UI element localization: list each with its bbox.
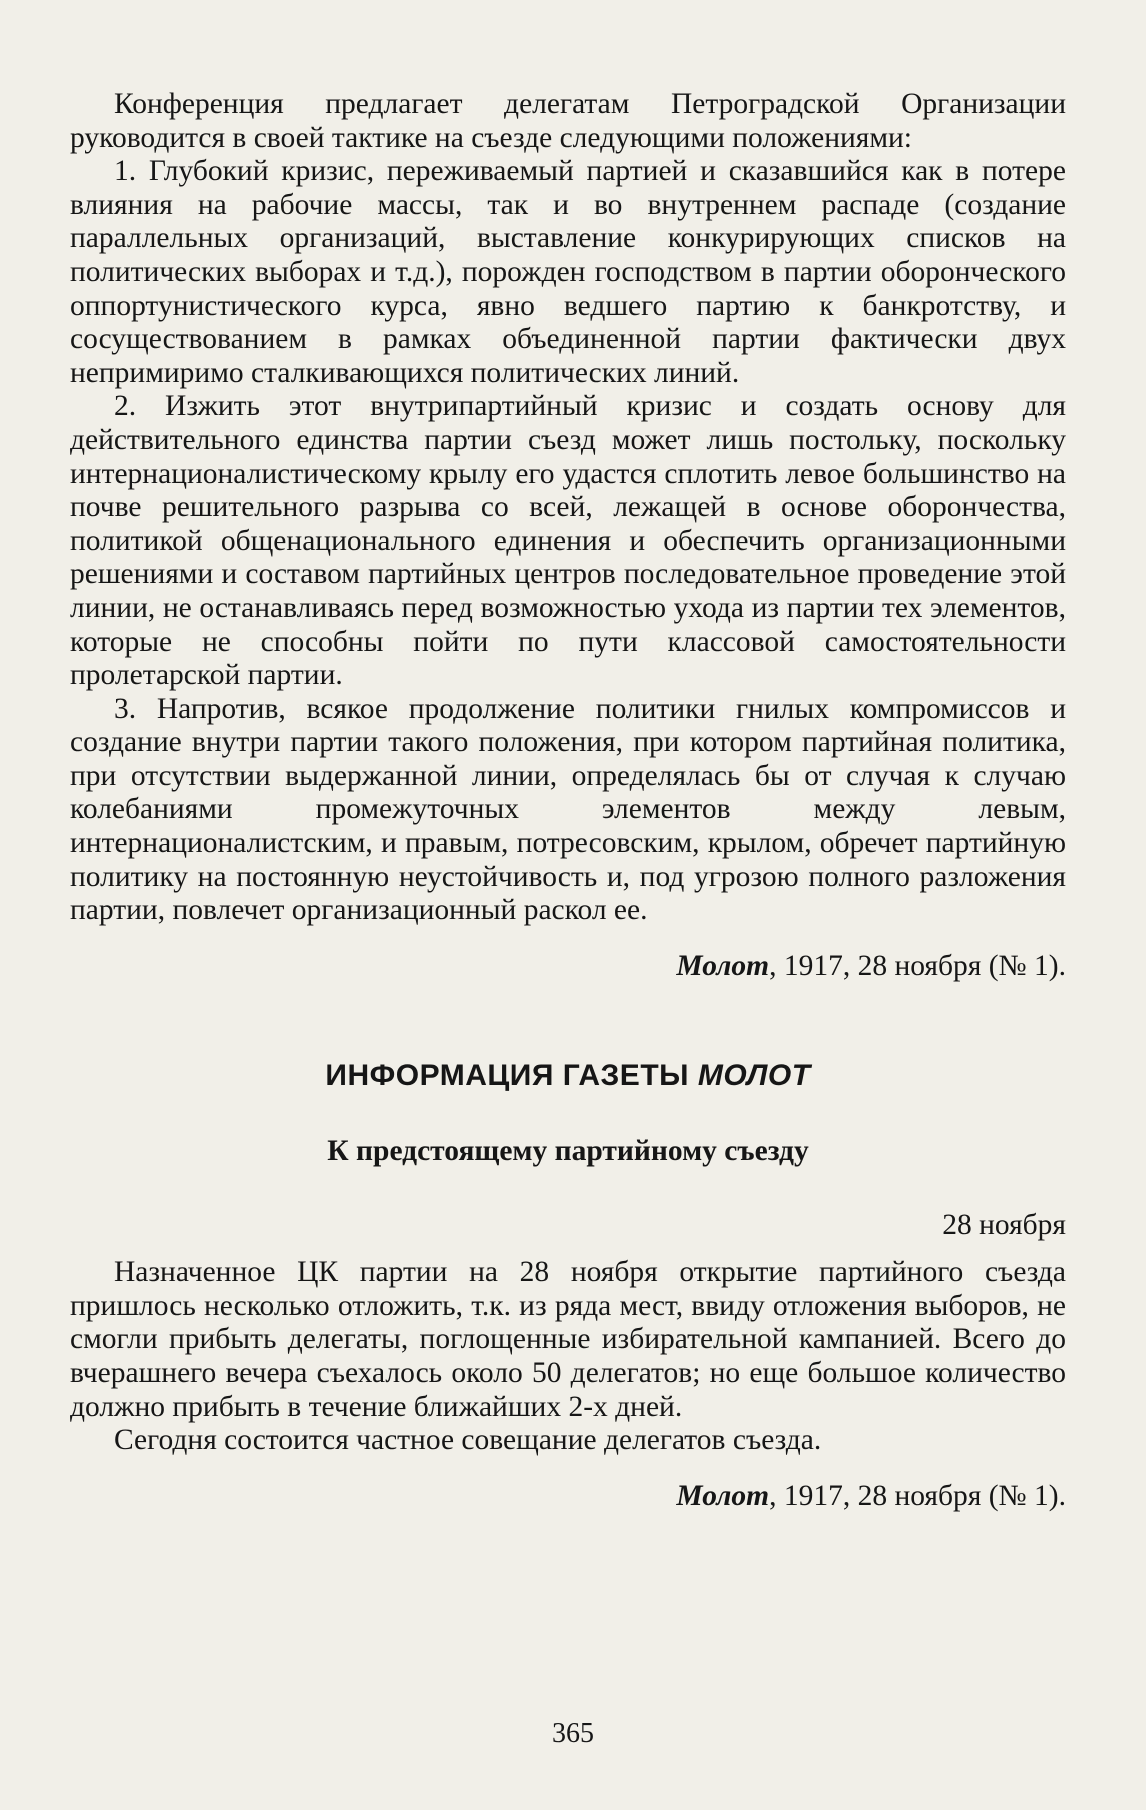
paragraph-point-1: 1. Глубокий кризис, переживаемый партией и сказавшийся как в потере влияния на рабочие массы, так и во внутреннем распаде (создание параллельных организаций, выставление конкурирующих списков на политических выборах и т.д.), порожден господством в партии оборонческого оппортунистического курса, явно ведшего партию к банкротству, и сосуществованием в рамках объединенной партии фактически двух непримиримо сталкивающихся политических линий. <box>70 155 1066 389</box>
heading-newspaper: МОЛОТ <box>697 1059 811 1093</box>
citation-2 <box>70 1480 1066 1514</box>
paragraph-news-1: Назначенное ЦК партии на 28 ноября открытие партийного съезда пришлось несколько отложить, т.к. из ряда мест, ввиду отложения выборов, не смогли прибыть делегаты, поглощенные избирательной кампанией. Всего до вчерашнего вечера съехалось около 50 делегатов; но еще большое количество должно прибыть в течение ближайших 2-х дней. <box>70 1256 1066 1423</box>
paragraph-intro: Конференция предлагает делегатам Петроградской Организации руководится в своей тактике на съезде следующими положениями: <box>70 88 1066 154</box>
citation-details: , 1917, 28 ноября (№ 1). <box>769 949 1066 982</box>
paragraph-point-3: 3. Напротив, всякое продолжение политики гнилых компромиссов и создание внутри партии такого положения, при котором партийная политика, при отсутствии выдержанной линии, определялась бы от случая к случаю колебаниями промежуточных элементов между левым, интернационалистским, и правым, потресовским, крылом, обречет партийную политику на постоянную неустойчивость и, под угрозою полного разложения партии, повлечет организационный раскол ее. <box>70 692 1066 927</box>
article-date: 28 ноября <box>942 1208 1066 1241</box>
citation-source: Молот <box>676 949 770 982</box>
heading-prefix: ИНФОРМАЦИЯ ГАЗЕТЫ <box>325 1059 698 1093</box>
citation-source: Молот <box>676 1479 770 1512</box>
resolution-text <box>70 88 1066 928</box>
article-subheading: К предстоящему партийному съезду <box>327 1135 809 1168</box>
citation-details: , 1917, 28 ноября (№ 1). <box>769 1479 1066 1512</box>
page-number: 365 <box>552 1718 594 1749</box>
citation-1 <box>70 950 1066 984</box>
paragraph-point-2: 2. Изжить этот внутрипартийный кризис и создать основу для действительного единства партии съезд может лишь постольку, поскольку интернационалистическому крылу его удастся сплотить левое большинство на почве решительного разрыва со всей, лежащей в основе оборончества, политикой общенационального единения и обеспечить организационными решениями и составом партийных центров последовательное проведение этой линии, не останавливаясь перед возможностью ухода из партии тех элементов, которые не способны пойти по пути классовой самостоятельности пролетарской партии. <box>70 390 1066 692</box>
article-text <box>70 1256 1066 1458</box>
section-heading <box>70 1059 1066 1093</box>
paragraph-news-2: Сегодня состоится частное совещание делегатов съезда. <box>114 1424 822 1457</box>
